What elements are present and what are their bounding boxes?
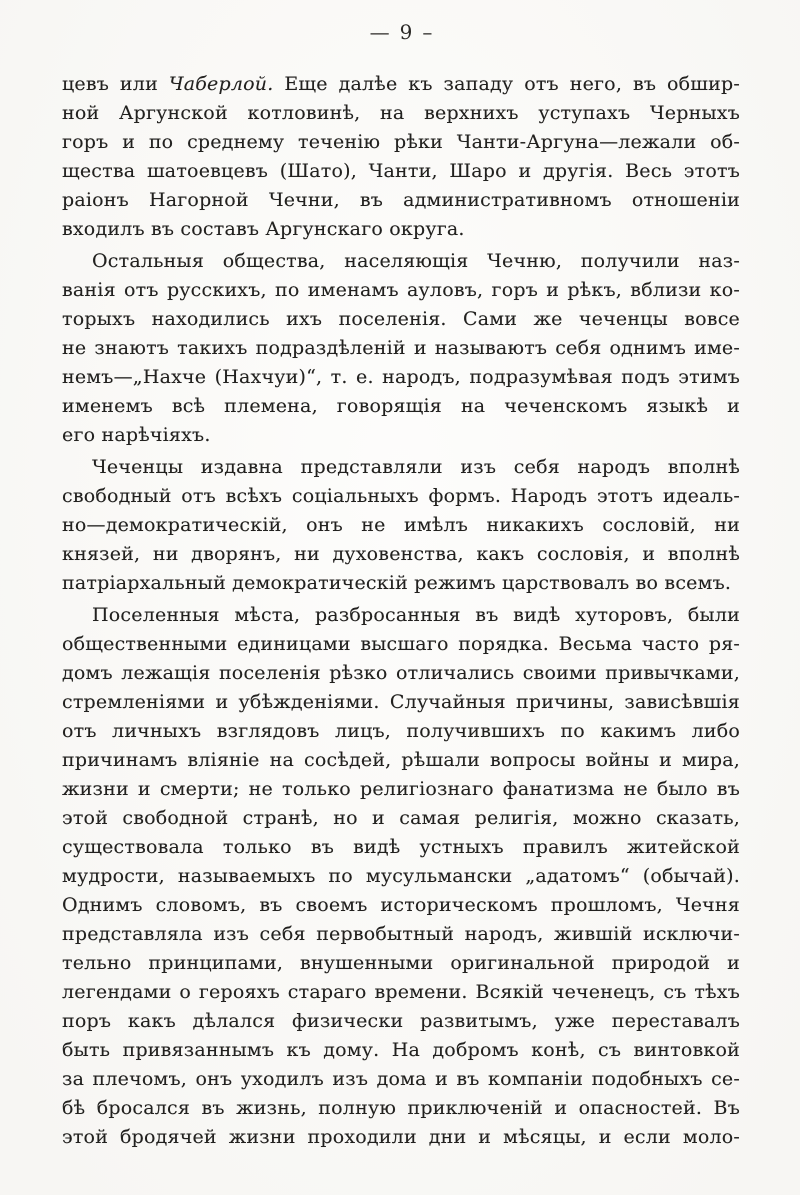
- italic-text-segment: Чаберлой.: [168, 73, 274, 95]
- text-line: общественными единицами высшаго порядка. Весьма часто ря-: [62, 633, 740, 655]
- text-line: не знаютъ такихъ подраздѣленій и называютъ себя однимъ име-: [62, 337, 740, 359]
- text-line: ванія отъ русскихъ, по именамъ ауловъ, горъ и рѣкъ, вблизи ко-: [62, 279, 740, 301]
- text-line: этой свободной странѣ, но и самая религія, можно сказать,: [62, 807, 740, 829]
- text-line: представляла изъ себя первобытный народъ, жившій исключи-: [62, 923, 740, 945]
- text-line: именемъ всѣ племена, говорящія на чеченскомъ языкѣ и: [62, 395, 740, 417]
- text-line: Чеченцы издавна представляли изъ себя народъ вполнѣ: [92, 456, 740, 478]
- text-line: отъ личныхъ взглядовъ лицъ, получившихъ по какимъ либо: [62, 720, 740, 742]
- text-line: Остальныя общества, населяющія Чечню, получили наз-: [92, 250, 740, 272]
- page-header: [62, 18, 740, 46]
- paragraph: [62, 247, 740, 450]
- text-line: тельно принципами, внушенными оригинальной природой и: [62, 952, 740, 974]
- page-number-dash-left: —: [369, 20, 390, 44]
- text-line: князей, ни дворянъ, ни духовенства, какъ сословія, и вполнѣ: [62, 543, 740, 565]
- paragraph: [62, 70, 740, 244]
- text-line: бѣ бросался въ жизнь, полную приключеній и опасностей. Въ: [62, 1097, 740, 1119]
- text-line: но—демократическій, онъ не имѣлъ никакихъ сословій, ни: [62, 514, 740, 536]
- text-line: этой бродячей жизни проходили дни и мѣсяцы, и если моло-: [62, 1126, 740, 1148]
- text-line: свободный отъ всѣхъ соціальныхъ формъ. Народъ этотъ идеаль-: [62, 485, 740, 507]
- text-line: раіонъ Нагорной Чечни, въ административномъ отношеніи: [62, 189, 740, 211]
- text-line: поръ какъ дѣлался физически развитымъ, уже переставалъ: [62, 1010, 740, 1032]
- text-line: патріархальный демократическій режимъ царствовалъ во всемъ.: [62, 572, 732, 594]
- text-line: ной Аргунской котловинѣ, на верхнихъ уступахъ Черныхъ: [62, 102, 740, 124]
- text-line: его нарѣчіяхъ.: [62, 424, 211, 446]
- text-line: Поселенныя мѣста, разбросанныя въ видѣ хуторовъ, были: [92, 604, 740, 626]
- paragraph: [62, 601, 740, 1152]
- text-line: мудрости, называемыхъ по мусульмански „адатомъ“ (обычай).: [62, 865, 740, 887]
- text-line: щества шатоевцевъ (Шато), Чанти, Шаро и другія. Весь этотъ: [62, 160, 740, 182]
- text-line: существовала только въ видѣ устныхъ правилъ житейской: [62, 836, 740, 858]
- page-number-dash-right: –: [422, 20, 433, 44]
- text-line: горъ и по среднему теченію рѣки Чанти-Аргуна—лежали об-: [62, 131, 740, 153]
- text-line: легендами о герояхъ стараго времени. Всякій чеченецъ, съ тѣхъ: [62, 981, 740, 1003]
- paragraph: [62, 453, 740, 598]
- text-segment: цевъ или: [62, 73, 169, 95]
- text-line: жизни и смерти; не только религіознаго фанатизма не было въ: [62, 778, 740, 800]
- text-line: быть привязаннымъ къ дому. На добромъ конѣ, съ винтовкой: [62, 1039, 740, 1061]
- text-line: домъ лежащія поселенія рѣзко отличались своими привычками,: [62, 662, 740, 684]
- text-line: за плечомъ, онъ уходилъ изъ дома и въ компаніи подобныхъ се-: [62, 1068, 740, 1090]
- text-line: немъ—„Нахче (Нахчуи)“, т. е. народъ, подразумѣвая подъ этимъ: [62, 366, 740, 388]
- text-line: входилъ въ составъ Аргунскаго округа.: [62, 218, 465, 240]
- text-segment: Еще далѣе къ западу отъ него, въ обшир-: [273, 73, 740, 95]
- text-line: причинамъ вліяніе на сосѣдей, рѣшали вопросы войны и мира,: [62, 749, 740, 771]
- page-text-block: [62, 70, 740, 1152]
- text-line: Однимъ словомъ, въ своемъ историческомъ прошломъ, Чечня: [62, 894, 740, 916]
- page-number: 9: [399, 20, 413, 44]
- text-line: стремленіями и убѣжденіями. Случайныя причины, зависѣвшія: [62, 691, 740, 713]
- text-line: торыхъ находились ихъ поселенія. Сами же чеченцы вовсе: [62, 308, 740, 330]
- text-line: [62, 70, 740, 99]
